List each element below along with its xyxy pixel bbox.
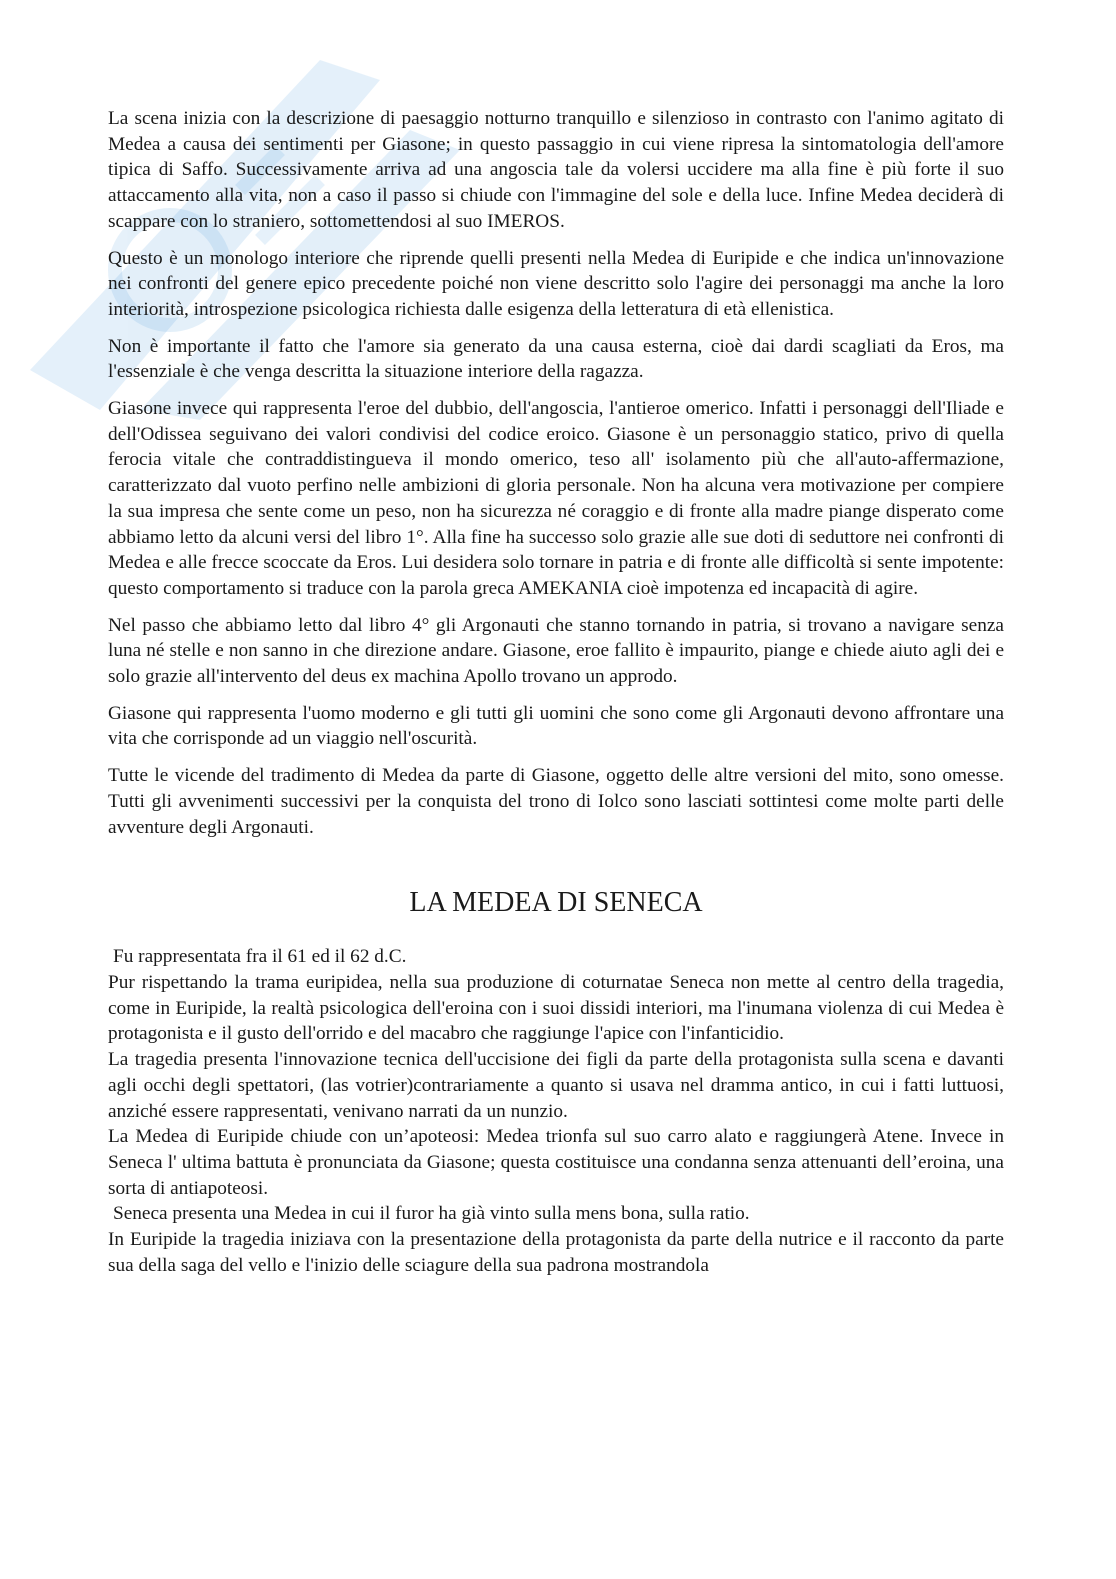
paragraph-6: Giasone qui rappresenta l'uomo moderno e gli tutti gli uomini che sono come gli Argonauti devono affrontare una vita che corrisponde ad un viaggio nell'oscurità. <box>108 702 1004 750</box>
paragraph-3: Non è importante il fatto che l'amore sia generato da una causa esterna, cioè dai dardi scagliati da Eros, ma l'essenziale è che venga descritta la situazione interiore della ragazza. <box>108 335 1004 383</box>
seneca-section <box>108 944 1004 1278</box>
seneca-line-4: La Medea di Euripide chiude con un’apoteosi: Medea trionfa sul suo carro alato e raggiungerà Atene. Invece in Seneca l' ultima battuta è pronunciata da Giasone; questa costituisce una condanna senza attenuanti dell’eroina, una sorta di antiapoteosi. <box>108 1126 1004 1199</box>
section-heading: LA MEDEA DI SENECA <box>409 887 703 919</box>
paragraph-2: Questo è un monologo interiore che riprende quelli presenti nella Medea di Euripide e che indica un'innovazione nei confronti del genere epico precedente poiché non viene descritto solo l'agire dei personaggi ma anche la loro interiorità, introspezione psicologica richiesta dalle esigenza della letteratura di età ellenistica. <box>108 247 1004 320</box>
seneca-line-3: La tragedia presenta l'innovazione tecnica dell'uccisione dei figli da parte della protagonista sulla scena e davanti agli occhi degli spettatori, (las votrier)contrariamente a quanto si usava nel dramma antico, in cui i fatti luttuosi, anziché essere rappresentati, venivano narrati da un nunzio. <box>108 1049 1004 1122</box>
seneca-line-5: Seneca presenta una Medea in cui il furor ha già vinto sulla mens bona, sulla ratio. <box>113 1203 750 1225</box>
paragraph-5: Nel passo che abbiamo letto dal libro 4° gli Argonauti che stanno tornando in patria, si trovano a navigare senza luna né stelle e non sanno in che direzione andare. Giasone, eroe fallito è impaurito, piange e chiede aiuto agli dei e solo grazie all'intervento del deus ex machina Apollo trovano un approdo. <box>108 614 1004 688</box>
document-page <box>108 106 1004 1278</box>
paragraph-4: Giasone invece qui rappresenta l'eroe del dubbio, dell'angoscia, l'antieroe omerico. Infatti i personaggi dell'Iliade e dell'Odissea seguivano dei valori condivisi del codice eroico. Giasone è un personaggio statico, privo di quella ferocia vitale che contraddistingueva il mondo omerico, teso all' isolamento più che all'auto-affermazione, caratterizzato dal vuoto perfino nelle ambizioni di gloria personale. Non ha alcuna vera motivazione per compiere la sua impresa che sente come un peso, non ha sicurezza né coraggio e di fronte alla madre piange disperato come abbiamo letto da alcuni versi del libro 1°. Alla fine ha successo solo grazie alle sue doti di seduttore nei confronti di Medea e alle frecce scoccate da Eros. Lui desidera solo tornare in patria e di fronte alle difficoltà si sente impotente: questo comportamento si traduce con la parola greca AMEKANIA cioè impotenza ed incapacità di agire. <box>108 398 1004 599</box>
seneca-line-1: Fu rappresentata fra il 61 ed il 62 d.C. <box>113 946 407 968</box>
paragraph-7: Tutte le vicende del tradimento di Medea da parte di Giasone, oggetto delle altre versioni del mito, sono omesse. Tutti gli avvenimenti successivi per la conquista del trono di Iolco sono lasciati sottintesi come molte parti delle avventure degli Argonauti. <box>108 765 1004 838</box>
seneca-line-2: Pur rispettando la trama euripidea, nella sua produzione di coturnatae Seneca non mette al centro della tragedia, come in Euripide, la realtà psicologica dell'eroina con i suoi dissidi interiori, ma l'inumana violenza di cui Medea è protagonista e il gusto dell'orrido e del macabro che raggiunge l'apice con l'infanticidio. <box>108 971 1004 1045</box>
seneca-line-6: In Euripide la tragedia iniziava con la presentazione della protagonista da parte della nutrice e il racconto da parte sua della saga del vello e l'inizio delle sciagure della sua padrona mostrandola <box>108 1229 1004 1276</box>
paragraph-1: La scena inizia con la descrizione di paesaggio notturno tranquillo e silenzioso in contrasto con l'animo agitato di Medea a causa dei sentimenti per Giasone; in questo passaggio in cui viene ripresa la sintomatologia dell'amore tipica di Saffo. Successivamente arriva ad una angoscia tale da volersi uccidere ma alla fine è più forte il suo attaccamento alla vita, non a caso il passo si chiude con l'immagine del sole e della luce. Infine Medea deciderà di scappare con lo straniero, sottomettendosi al suo IMEROS. <box>108 108 1004 232</box>
